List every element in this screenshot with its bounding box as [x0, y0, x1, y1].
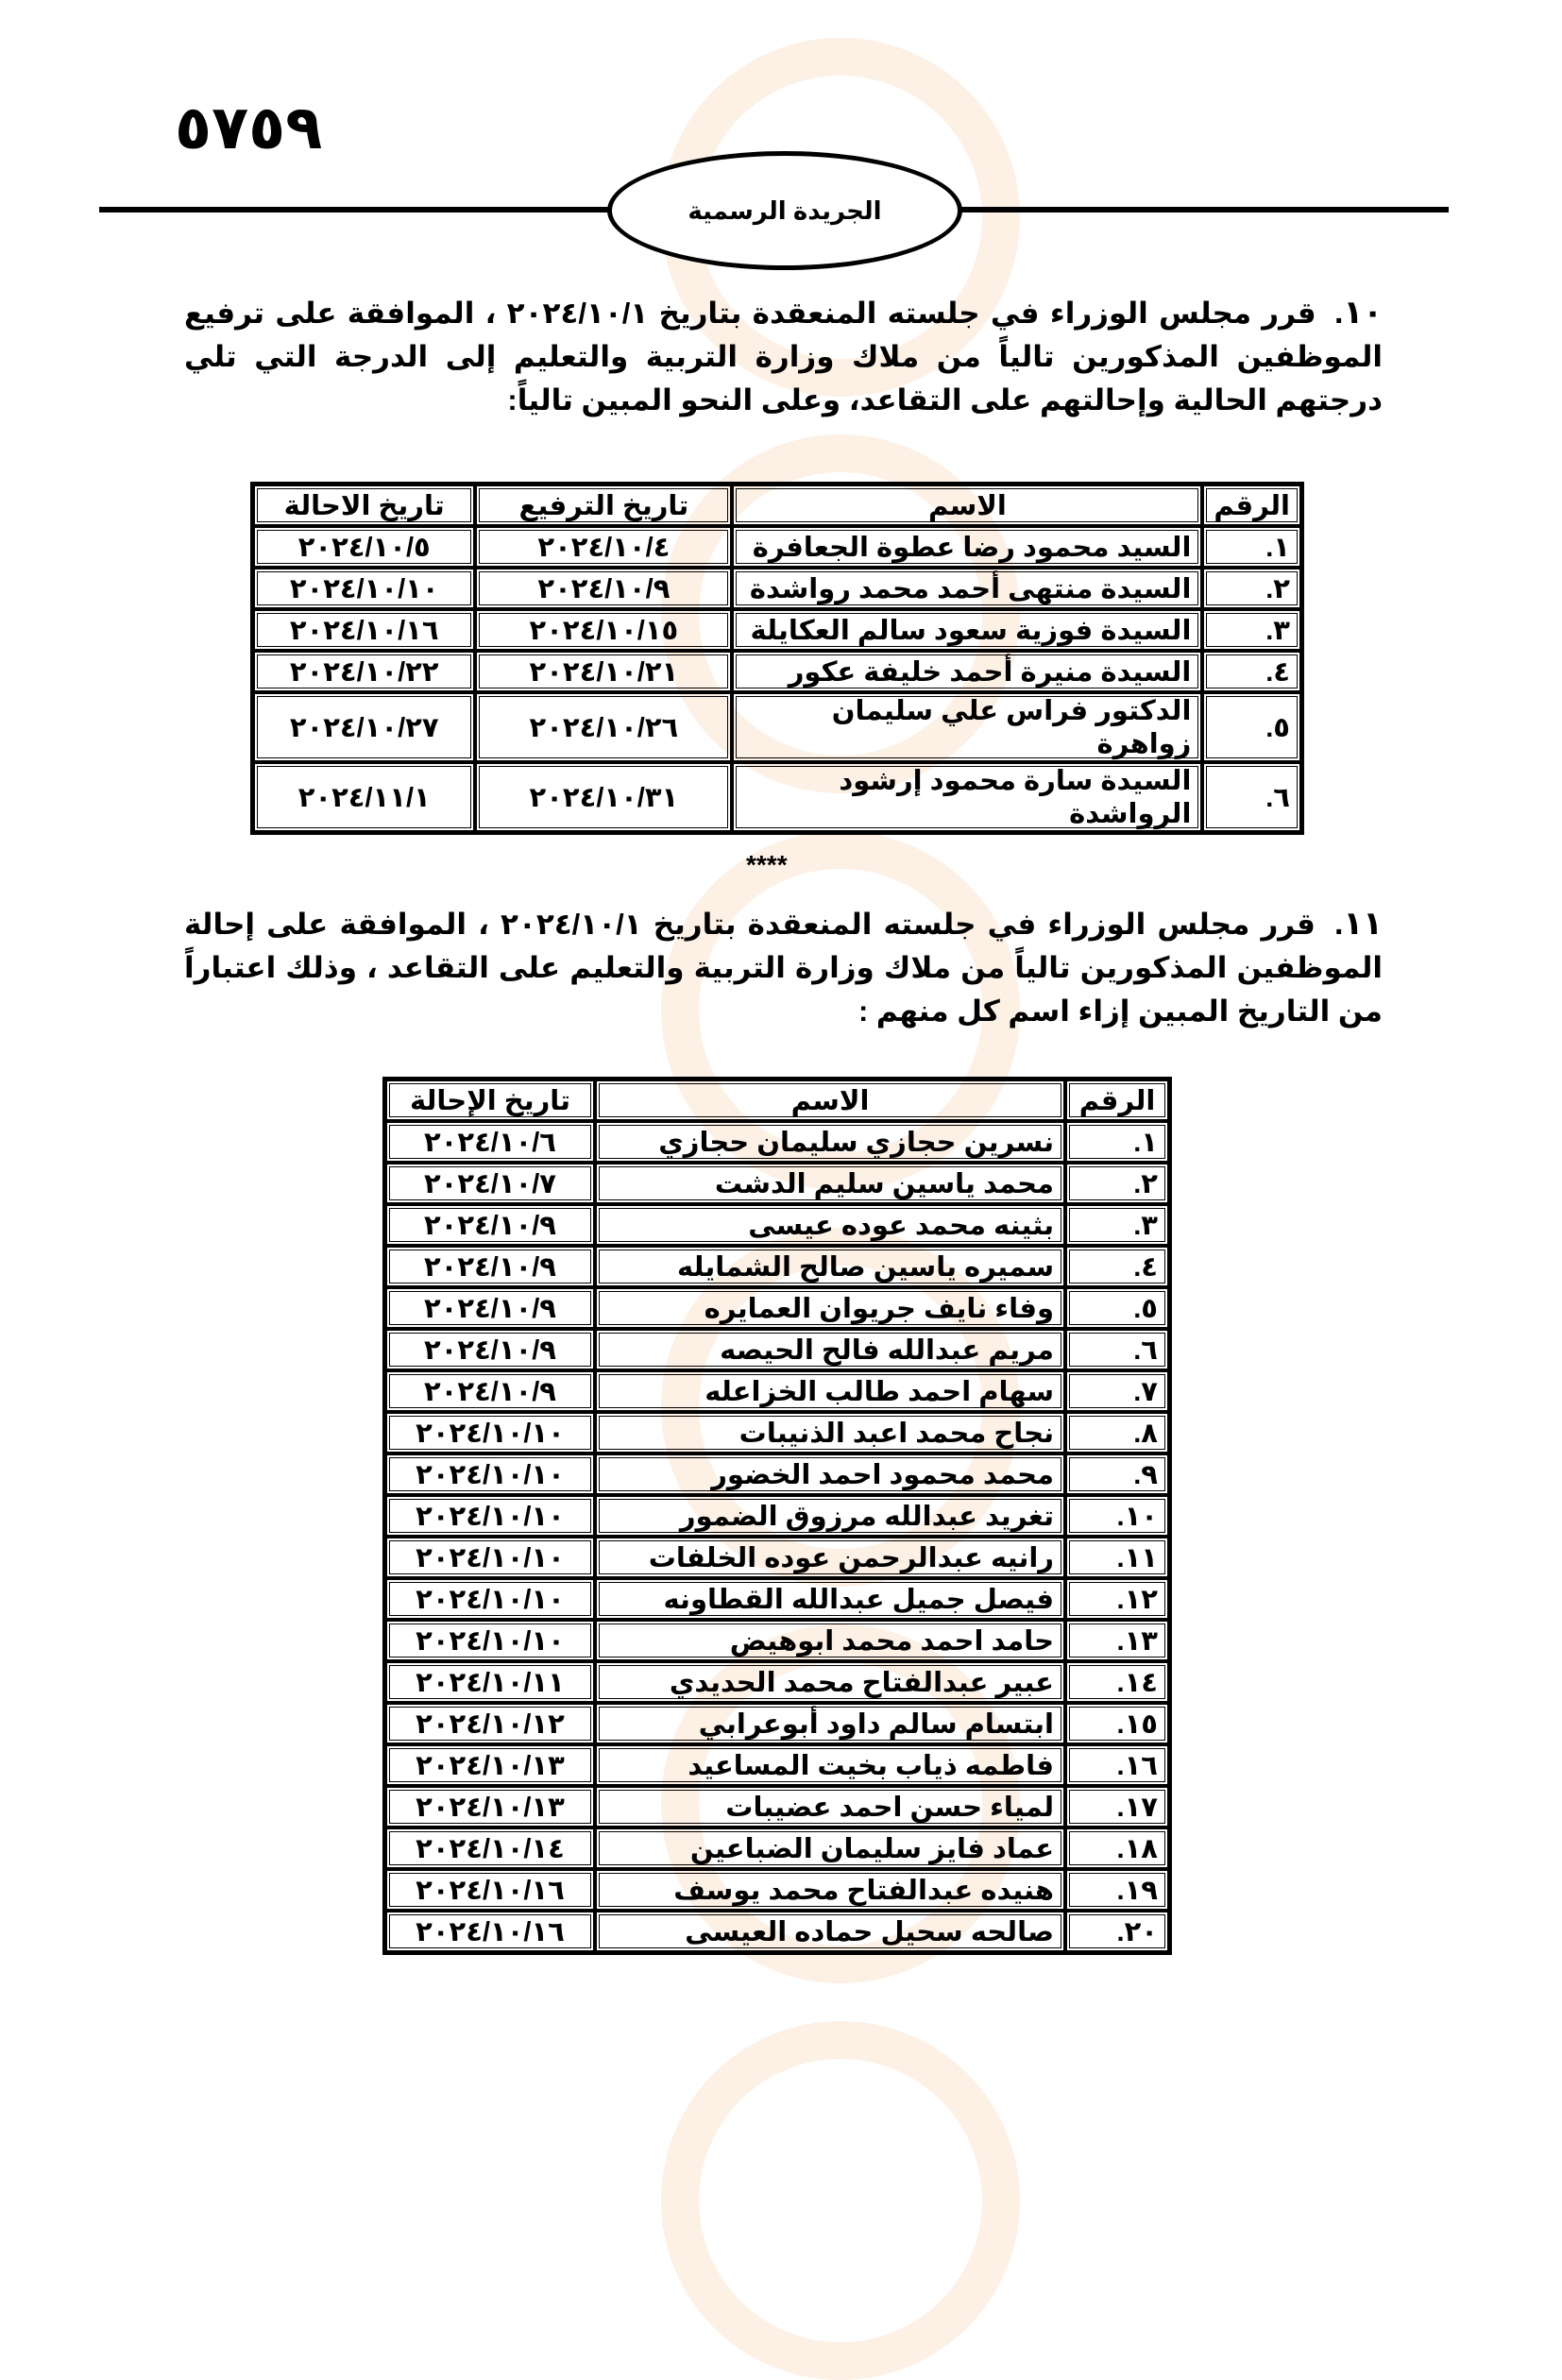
table-row	[385, 1578, 1169, 1620]
employee-name: صالحه سحيل حماده العيسى	[595, 1911, 1065, 1952]
row-number: ١٠.	[1065, 1495, 1169, 1537]
row-number: ٣.	[1202, 609, 1301, 651]
employee-name: محمد محمود احمد الخضور	[595, 1454, 1065, 1495]
table-row	[253, 526, 1301, 568]
retirement-date: ٢٠٢٤/١٠/١٠	[253, 568, 475, 609]
row-number: ٦.	[1202, 762, 1301, 832]
retirement-date: ٢٠٢٤/١٠/٩	[385, 1246, 595, 1287]
table-row	[385, 1370, 1169, 1412]
row-number: ٣.	[1065, 1204, 1169, 1246]
retirement-date: ٢٠٢٤/١٠/٩	[385, 1329, 595, 1370]
table-row	[253, 609, 1301, 651]
row-number: ١٤.	[1065, 1661, 1169, 1703]
promotion-date: ٢٠٢٤/١٠/٩	[475, 568, 732, 609]
row-number: ١٥.	[1065, 1703, 1169, 1744]
header-retirement-date: تاريخ الاحالة	[253, 484, 475, 526]
employee-name: السيدة فوزية سعود سالم العكايلة	[732, 609, 1202, 651]
row-number: ١٨.	[1065, 1828, 1169, 1869]
item-10-text: قرر مجلس الوزراء في جلسته المنعقدة بتاريخ ٢٠٢٤/١٠/١ ، الموافقة على ترفيع الموظفين المذكورين تالياً من ملاك وزارة التربية والتعليم إلى الدرجة التي تلي درجتهم الحالية وإحالتهم على التقاعد، وعلى النحو المبين تالياً:	[184, 297, 1383, 416]
employee-name: الدكتور فراس علي سليمان زواهرة	[732, 692, 1202, 762]
retirement-date: ٢٠٢٤/١٠/١٠	[385, 1412, 595, 1454]
table-row	[385, 1454, 1169, 1495]
employee-name: سميره ياسين صالح الشمايله	[595, 1246, 1065, 1287]
table-row	[385, 1121, 1169, 1163]
retirement-date: ٢٠٢٤/١٠/١٠	[385, 1578, 595, 1620]
retirement-date: ٢٠٢٤/١٠/٥	[253, 526, 475, 568]
employee-name: لمياء حسن احمد عضيبات	[595, 1786, 1065, 1828]
employee-name: سهام احمد طالب الخزاعله	[595, 1370, 1065, 1412]
table-row	[385, 1869, 1169, 1911]
row-number: ٢.	[1065, 1163, 1169, 1204]
row-number: ١٧.	[1065, 1786, 1169, 1828]
row-number: ٢٠.	[1065, 1911, 1169, 1952]
employee-name: هنيده عبدالفتاح محمد يوسف	[595, 1869, 1065, 1911]
item-10-number: ١٠.	[1334, 295, 1383, 331]
table-row	[385, 1204, 1169, 1246]
separator: ****	[746, 850, 788, 879]
promotion-date: ٢٠٢٤/١٠/١٥	[475, 609, 732, 651]
table-row	[385, 1287, 1169, 1329]
retirement-date: ٢٠٢٤/١٠/١٤	[385, 1828, 595, 1869]
table-row	[385, 1744, 1169, 1786]
table-row	[385, 1828, 1169, 1869]
retirement-date: ٢٠٢٤/١٠/٦	[385, 1121, 595, 1163]
retirement-date: ٢٠٢٤/١٠/١٣	[385, 1786, 595, 1828]
employee-name: عماد فايز سليمان الضباعين	[595, 1828, 1065, 1869]
table-row	[253, 762, 1301, 832]
retirement-date: ٢٠٢٤/١٠/١٣	[385, 1744, 595, 1786]
watermark	[661, 2021, 1020, 2380]
header-name: الاسم	[732, 484, 1202, 526]
retirement-date: ٢٠٢٤/١٠/١٠	[385, 1537, 595, 1578]
retirement-date: ٢٠٢٤/١٠/١٢	[385, 1703, 595, 1744]
table-row	[253, 651, 1301, 692]
employee-name: محمد ياسين سليم الدشت	[595, 1163, 1065, 1204]
employee-name: السيدة منتهى أحمد محمد رواشدة	[732, 568, 1202, 609]
gazette-title: الجريدة الرسمية	[607, 151, 962, 270]
table-row	[385, 1911, 1169, 1952]
employee-name: ابتسام سالم داود أبوعرابي	[595, 1703, 1065, 1744]
row-number: ٩.	[1065, 1454, 1169, 1495]
header-retirement-date: تاريخ الإحالة	[385, 1080, 595, 1121]
item-11-paragraph	[184, 902, 1383, 1033]
row-number: ٥.	[1065, 1287, 1169, 1329]
employee-name: مريم عبدالله فالح الحيصه	[595, 1329, 1065, 1370]
header-promotion-date: تاريخ الترفيع	[475, 484, 732, 526]
item-11-text: قرر مجلس الوزراء في جلسته المنعقدة بتاريخ ٢٠٢٤/١٠/١ ، الموافقة على إحالة الموظفين المذكورين تالياً من ملاك وزارة التربية والتعليم على التقاعد ، وذلك اعتباراً من التاريخ المبين إزاء اسم كل منهم :	[184, 908, 1383, 1028]
row-number: ١٩.	[1065, 1869, 1169, 1911]
page-number: ٥٧٥٩	[175, 94, 323, 162]
retirement-date: ٢٠٢٤/١٠/١٦	[253, 609, 475, 651]
promotion-date: ٢٠٢٤/١٠/٢٦	[475, 692, 732, 762]
retirement-date: ٢٠٢٤/١٠/٩	[385, 1287, 595, 1329]
row-number: ١٢.	[1065, 1578, 1169, 1620]
retirement-date: ٢٠٢٤/١٠/١٠	[385, 1495, 595, 1537]
table-row	[385, 1495, 1169, 1537]
header-number: الرقم	[1065, 1080, 1169, 1121]
header-number: الرقم	[1202, 484, 1301, 526]
row-number: ١.	[1202, 526, 1301, 568]
employee-name: رانيه عبدالرحمن عوده الخلفات	[595, 1537, 1065, 1578]
employee-name: تغريد عبدالله مرزوق الضمور	[595, 1495, 1065, 1537]
row-number: ١١.	[1065, 1537, 1169, 1578]
row-number: ٨.	[1065, 1412, 1169, 1454]
employee-name: السيدة منيرة أحمد خليفة عكور	[732, 651, 1202, 692]
retirement-date: ٢٠٢٤/١٠/٢٧	[253, 692, 475, 762]
table-row	[253, 568, 1301, 609]
table-row	[385, 1412, 1169, 1454]
employee-name: حامد احمد محمد ابوهيض	[595, 1620, 1065, 1661]
retirement-table	[382, 1077, 1172, 1955]
row-number: ١.	[1065, 1121, 1169, 1163]
row-number: ٦.	[1065, 1329, 1169, 1370]
retirement-date: ٢٠٢٤/١٠/١٦	[385, 1869, 595, 1911]
row-number: ١٦.	[1065, 1744, 1169, 1786]
table-row	[385, 1703, 1169, 1744]
employee-name: عبير عبدالفتاح محمد الحديدي	[595, 1661, 1065, 1703]
retirement-date: ٢٠٢٤/١٠/١٦	[385, 1911, 595, 1952]
retirement-date: ٢٠٢٤/١٠/١٠	[385, 1620, 595, 1661]
employee-name: السيدة سارة محمود إرشود الرواشدة	[732, 762, 1202, 832]
row-number: ١٣.	[1065, 1620, 1169, 1661]
retirement-date: ٢٠٢٤/١٠/٩	[385, 1204, 595, 1246]
row-number: ٤.	[1202, 651, 1301, 692]
table-row	[385, 1661, 1169, 1703]
item-10-paragraph	[184, 291, 1383, 422]
table-row	[253, 692, 1301, 762]
employee-name: فاطمه ذياب بخيت المساعيد	[595, 1744, 1065, 1786]
employee-name: بثينه محمد عوده عيسى	[595, 1204, 1065, 1246]
employee-name: نسرين حجازي سليمان حجازي	[595, 1121, 1065, 1163]
employee-name: السيد محمود رضا عطوة الجعافرة	[732, 526, 1202, 568]
employee-name: نجاح محمد اعبد الذنيبات	[595, 1412, 1065, 1454]
row-number: ٤.	[1065, 1246, 1169, 1287]
promotion-date: ٢٠٢٤/١٠/٢١	[475, 651, 732, 692]
table-row	[385, 1163, 1169, 1204]
retirement-date: ٢٠٢٤/١٠/٧	[385, 1163, 595, 1204]
item-11-number: ١١.	[1334, 906, 1383, 942]
retirement-date: ٢٠٢٤/١٠/١٠	[385, 1454, 595, 1495]
retirement-date: ٢٠٢٤/١٠/٩	[385, 1370, 595, 1412]
row-number: ٥.	[1202, 692, 1301, 762]
table-row	[385, 1537, 1169, 1578]
table-row	[385, 1786, 1169, 1828]
promotion-date: ٢٠٢٤/١٠/٣١	[475, 762, 732, 832]
table-row	[385, 1246, 1169, 1287]
row-number: ٧.	[1065, 1370, 1169, 1412]
promotion-date: ٢٠٢٤/١٠/٤	[475, 526, 732, 568]
table-row	[385, 1620, 1169, 1661]
header-name: الاسم	[595, 1080, 1065, 1121]
table-row	[385, 1329, 1169, 1370]
employee-name: وفاء نايف جريوان العمايره	[595, 1287, 1065, 1329]
retirement-date: ٢٠٢٤/١٠/١١	[385, 1661, 595, 1703]
retirement-date: ٢٠٢٤/١٠/٢٢	[253, 651, 475, 692]
promotion-table	[250, 482, 1304, 835]
employee-name: فيصل جميل عبدالله القطاونه	[595, 1578, 1065, 1620]
row-number: ٢.	[1202, 568, 1301, 609]
retirement-date: ٢٠٢٤/١١/١	[253, 762, 475, 832]
